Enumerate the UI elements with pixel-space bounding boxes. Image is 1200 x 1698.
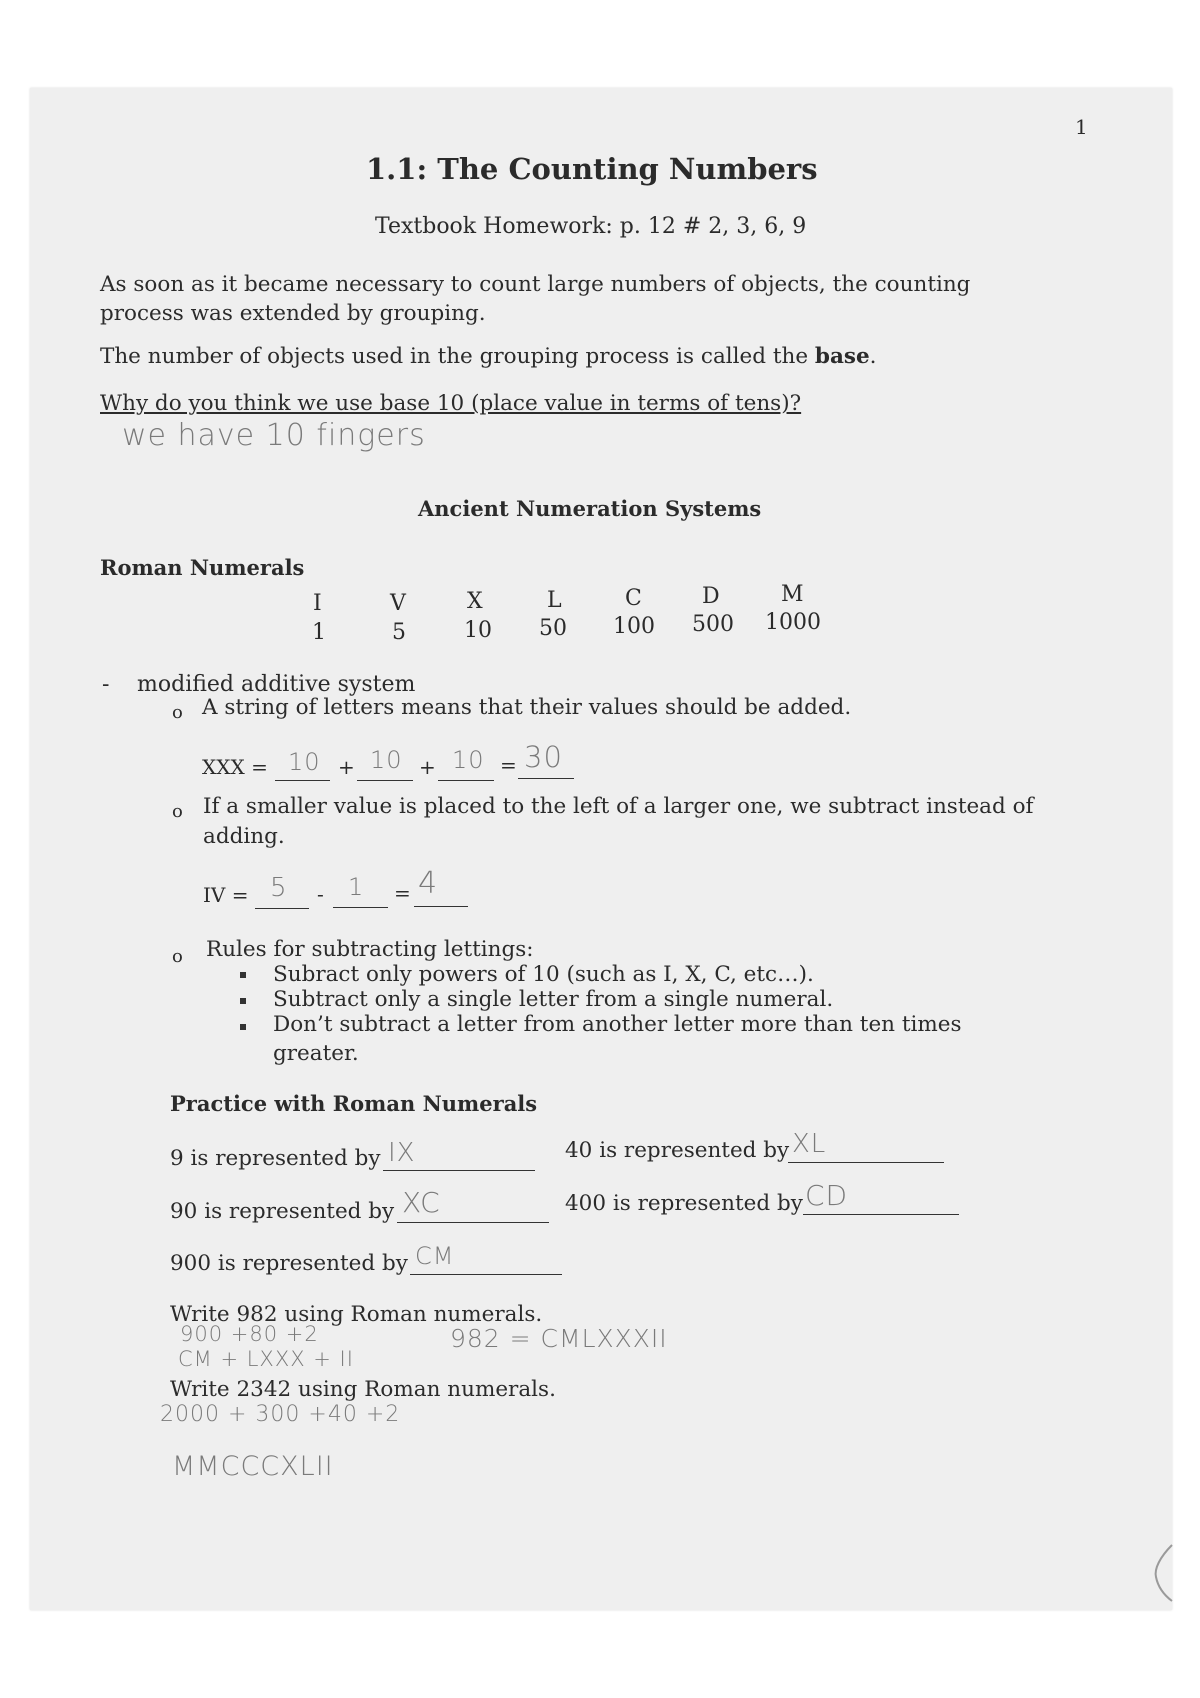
iv-blank-2: [333, 907, 388, 908]
square-bullet: [240, 998, 246, 1004]
practice-label: 40 is represented by: [565, 1138, 790, 1163]
circle-bullet: o: [172, 702, 183, 723]
section-title: Ancient Numeration Systems: [418, 496, 762, 521]
xxx-plus-1: +: [338, 755, 355, 779]
numeral-symbol: V: [390, 591, 406, 616]
subrule-2: Subtract only a single letter from a single numeral.: [273, 987, 834, 1012]
homework-line: Textbook Homework: p. 12 # 2, 3, 6, 9: [375, 214, 807, 239]
roman-heading: Roman Numerals: [100, 555, 305, 580]
page-title: 1.1: The Counting Numbers: [366, 152, 818, 186]
practice-blank: [410, 1274, 562, 1275]
xxx-blank-3: [438, 780, 494, 781]
practice-label: 9 is represented by: [170, 1146, 381, 1171]
practice-answer: CD: [805, 1179, 849, 1212]
xxx-result: 30: [524, 740, 563, 774]
rule-add: A string of letters means that their values should be added.: [202, 695, 852, 720]
question-line: Why do you think we use base 10 (place value in terms of tens)?: [100, 391, 802, 416]
w2342-handwritten-2: MMCCCXLII: [172, 1451, 334, 1482]
numeral-value: 5: [392, 620, 406, 645]
circle-bullet: o: [172, 946, 183, 967]
xxx-equals: =: [500, 753, 517, 777]
dash-bullet: -: [102, 672, 110, 697]
base-definition: [100, 344, 877, 370]
square-bullet: [240, 972, 246, 978]
base-word: base: [814, 344, 870, 369]
write-2342-prompt: Write 2342 using Roman numerals.: [170, 1377, 556, 1402]
base-period: .: [869, 344, 877, 369]
w982-handwritten-1: 900 +80 +2: [180, 1322, 319, 1346]
numeral-value: 50: [539, 616, 567, 641]
iv-result: 4: [418, 866, 439, 901]
w982-handwritten-2: CM + LXXX + II: [178, 1347, 354, 1371]
w2342-handwritten-1: 2000 + 300 +40 +2: [160, 1402, 401, 1427]
iv-answer-1: 5: [270, 873, 288, 903]
intro-line-2: process was extended by grouping.: [100, 301, 486, 326]
page-number: 1: [1075, 115, 1088, 139]
practice-answer: IX: [388, 1138, 416, 1168]
rule-subtracting-header: Rules for subtracting lettings:: [206, 937, 534, 962]
subrule-3: Don’t subtract a letter from another letter more than ten times: [273, 1012, 962, 1037]
numeral-value: 1: [312, 620, 326, 645]
iv-equals: =: [394, 881, 411, 905]
rule-subtract-line-1: If a smaller value is placed to the left of a larger one, we subtract instead of: [203, 794, 1034, 819]
iv-blank-1: [255, 908, 309, 909]
practice-label: 900 is represented by: [170, 1251, 408, 1276]
practice-blank: [383, 1170, 535, 1171]
iv-answer-2: 1: [348, 873, 365, 901]
subrule-3-continued: greater.: [273, 1041, 359, 1066]
xxx-blank-result: [518, 778, 574, 779]
numeral-value: 500: [692, 612, 734, 637]
xxx-plus-2: +: [419, 755, 436, 779]
numeral-symbol: X: [467, 589, 483, 614]
subrule-1: Subract only powers of 10 (such as I, X, C, etc…).: [273, 962, 814, 987]
practice-blank: [397, 1222, 549, 1223]
iv-blank-result: [414, 906, 468, 907]
numeral-symbol: L: [547, 588, 562, 613]
base-text: The number of objects used in the grouping process is called the: [100, 344, 815, 369]
handwritten-answer: we have 10 fingers: [122, 418, 426, 453]
modified-additive: modified additive system: [137, 672, 416, 697]
practice-title: Practice with Roman Numerals: [170, 1091, 538, 1116]
xxx-answer-3: 10: [452, 746, 485, 774]
worksheet-page: [30, 88, 1172, 1610]
square-bullet: [240, 1024, 246, 1030]
practice-blank: [788, 1162, 944, 1163]
intro-line-1: As soon as it became necessary to count large numbers of objects, the counting: [100, 272, 971, 297]
numeral-value: 10: [464, 618, 492, 643]
xxx-label: XXX =: [202, 755, 268, 779]
rule-subtract-line-2: adding.: [203, 824, 285, 849]
xxx-blank-1: [275, 780, 330, 781]
practice-answer: CM: [415, 1242, 455, 1270]
numeral-symbol: I: [313, 591, 322, 616]
numeral-symbol: M: [781, 582, 804, 607]
xxx-answer-1: 10: [288, 748, 321, 776]
practice-blank: [803, 1214, 959, 1215]
iv-label: IV =: [203, 883, 249, 907]
practice-answer: XL: [792, 1129, 827, 1159]
practice-label: 400 is represented by: [565, 1191, 803, 1216]
numeral-value: 1000: [765, 610, 821, 635]
numeral-symbol: D: [702, 584, 720, 609]
write-982-prompt: Write 982 using Roman numerals.: [170, 1302, 543, 1327]
numeral-value: 100: [613, 614, 655, 639]
numeral-symbol: C: [625, 586, 642, 611]
circle-bullet: o: [172, 801, 183, 822]
practice-label: 90 is represented by: [170, 1199, 395, 1224]
page-curl-icon: [1150, 1543, 1174, 1603]
practice-answer: XC: [402, 1186, 441, 1219]
xxx-blank-2: [357, 780, 413, 781]
iv-minus: -: [317, 882, 324, 906]
xxx-answer-2: 10: [370, 746, 403, 774]
w982-handwritten-result: 982 = CMLXXXII: [450, 1324, 668, 1353]
